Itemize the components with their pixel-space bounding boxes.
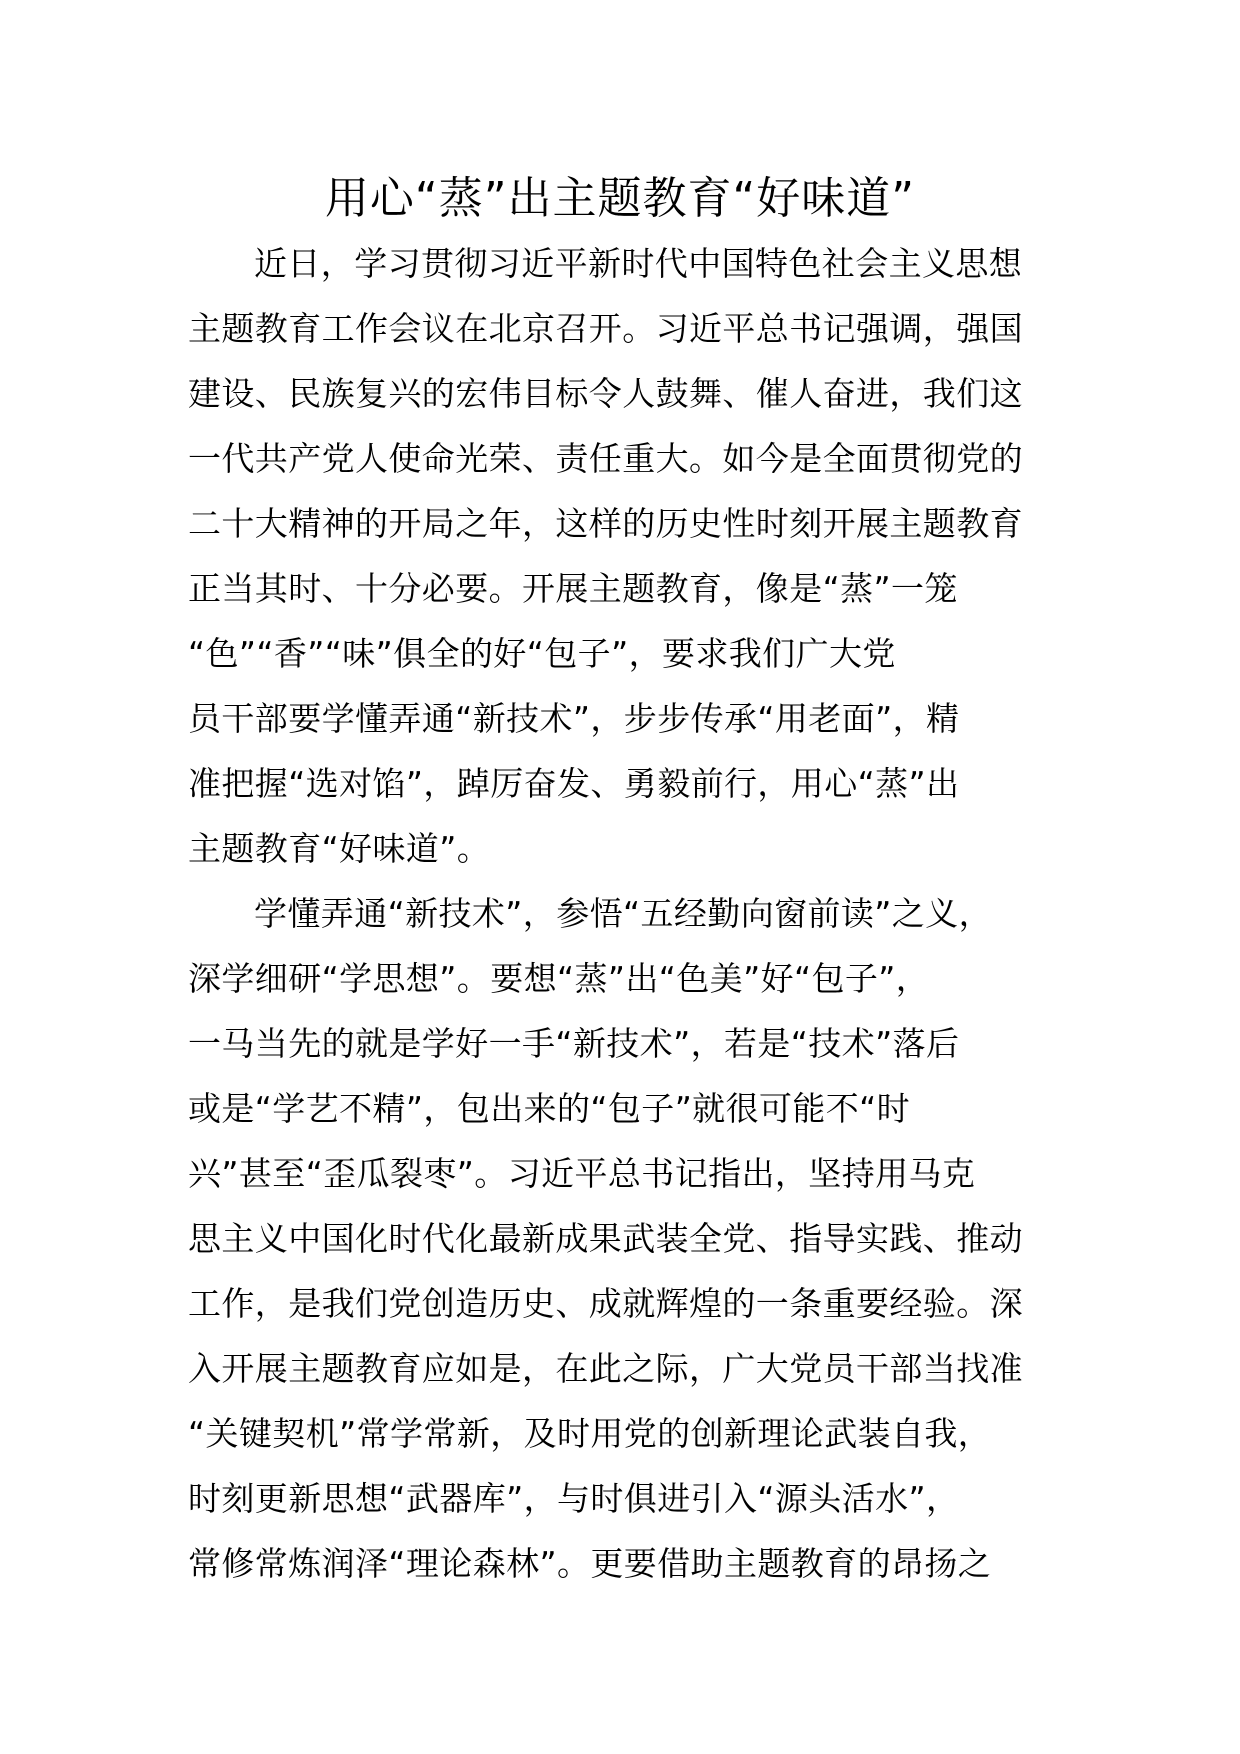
- text-line: 员干部要学懂弄通“新技术”，步步传承“用老面”，精: [188, 699, 960, 738]
- text-line: 近日，学习贯彻习近平新时代中国特色社会主义思想: [254, 244, 1023, 283]
- text-line: “色”“香”“味”俱全的好“包子”，要求我们广大党: [188, 634, 896, 673]
- paragraph-1: [188, 231, 1068, 881]
- text-line: 思主义中国化时代化最新成果武装全党、指导实践、推动: [188, 1219, 1023, 1258]
- text-line: 准把握“选对馅”，踔厉奋发、勇毅前行，用心“蒸”出: [188, 764, 960, 803]
- text-line: 正当其时、十分必要。开展主题教育，像是“蒸”一笼: [188, 569, 958, 608]
- document-title: 用心“蒸”出主题教育“好味道”: [324, 173, 916, 224]
- text-line: 常修常炼润泽“理论森林”。更要借助主题教育的昂扬之: [188, 1544, 992, 1583]
- document-body: [188, 231, 1068, 1596]
- text-line: 深学细研“学思想”。要想“蒸”出“色美”好“包子”，: [188, 959, 930, 998]
- text-line: 一代共产党人使命光荣、责任重大。如今是全面贯彻党的: [188, 439, 1023, 478]
- paragraph-2: [188, 881, 1068, 1596]
- text-line: 二十大精神的开局之年，这样的历史性时刻开展主题教育: [188, 504, 1023, 543]
- text-line: 主题教育“好味道”。: [188, 829, 491, 868]
- text-line: 一马当先的就是学好一手“新技术”，若是“技术”落后: [188, 1024, 960, 1063]
- text-line: 主题教育工作会议在北京召开。习近平总书记强调，强国: [188, 309, 1023, 348]
- text-line: 入开展主题教育应如是，在此之际，广大党员干部当找准: [188, 1349, 1023, 1388]
- text-line: 时刻更新思想“武器库”，与时俱进引入“源头活水”，: [188, 1479, 960, 1518]
- text-line: 建设、民族复兴的宏伟目标令人鼓舞、催人奋进，我们这: [188, 374, 1023, 413]
- text-line: “关键契机”常学常新，及时用党的创新理论武装自我，: [188, 1414, 992, 1453]
- text-line: 学懂弄通“新技术”，参悟“五经勤向窗前读”之义，: [254, 894, 992, 933]
- text-line: 兴”甚至“歪瓜裂枣”。习近平总书记指出，坚持用马克: [188, 1154, 976, 1193]
- text-line: 工作，是我们党创造历史、成就辉煌的一条重要经验。深: [188, 1284, 1023, 1323]
- text-line: 或是“学艺不精”，包出来的“包子”就很可能不“时: [188, 1089, 911, 1128]
